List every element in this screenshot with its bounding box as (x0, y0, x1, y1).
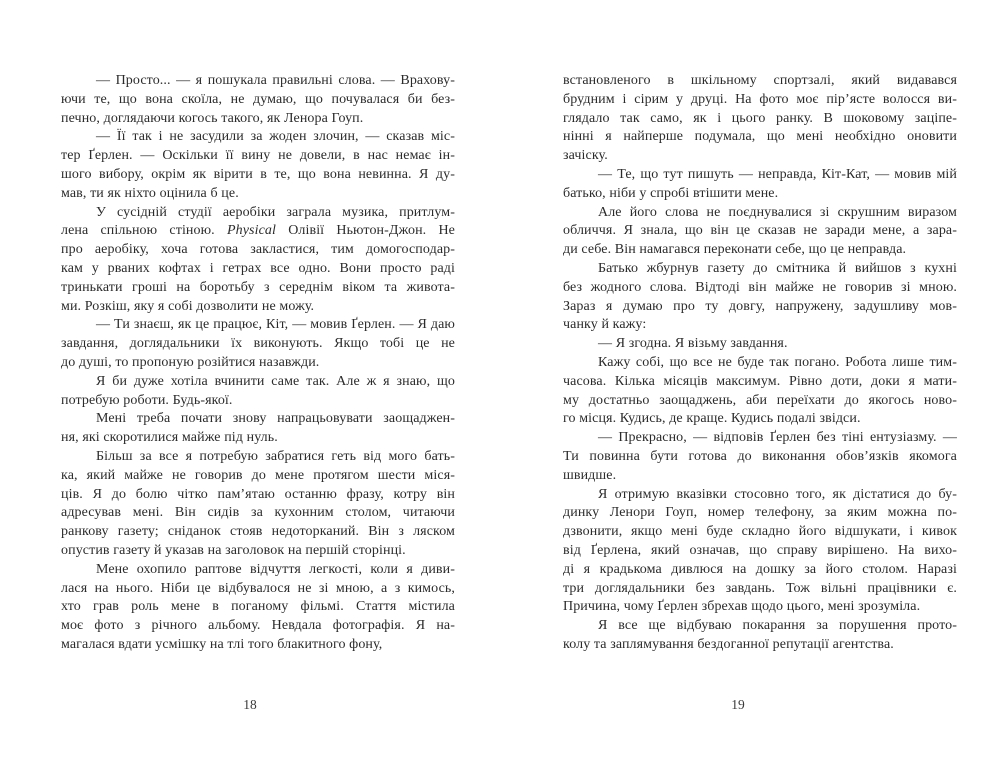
text-line: У сусідній студії аеробіки заграла музика, притлум- (96, 204, 455, 220)
text-line: — Її так і не засудили за жоден злочин, — сказав міс- (96, 129, 455, 145)
text-line: моє фото з річного альбому. Невдала фотографія. Я на- (61, 618, 455, 634)
text-line: му достатньо заощаджень, аби переїхати до якогось ново- (563, 392, 957, 408)
text-line: Але його слова не поєднувалися зі скрушним виразом (598, 204, 957, 220)
text-line: — Ти знаєш, як це працює, Кіт, — мовив Ґерлен. — Я даю (96, 317, 455, 333)
text-line: шого вибору, окрім як вірити в те, що вона невинна. Я ду- (61, 166, 455, 182)
text-line: лена спільною стіною. Physical Олівії Ньютон-Джон. Не (61, 223, 455, 239)
text-line: ранкову газету; сніданок стояв недоторканий. Він з ляском (61, 524, 455, 540)
page-number-right: 19 (731, 697, 745, 712)
text-line: колу та заплямування бездоганної репутації агентства. (563, 636, 894, 652)
text-line: — Я згодна. Я візьму завдання. (598, 336, 788, 352)
text-line: від Ґерлена, який означав, що справу вирішено. На вихо- (563, 542, 957, 558)
text-line: адресував мені. Він сидів за кухонним столом, читаючи (61, 505, 455, 521)
text-line: Батько жбурнув газету до смітника й вийшов з кухні (598, 260, 957, 276)
text-line: Мене охопило раптове відчуття легкості, коли я диви- (96, 561, 455, 577)
text-line: Зараз я думаю про ту довгу, напружену, задушливу мов- (563, 298, 957, 314)
page-left-text (61, 72, 455, 655)
text-line: без жодного слова. Відтоді він майже не говорив зі мною. (563, 279, 957, 295)
text-line: про аеробіку, хоча готова закластися, тим домогосподар- (61, 242, 455, 258)
text-line: ня, які скоротилися майже під нуль. (61, 430, 278, 446)
text-line: часова. Кілька місяців максимум. Рівно доти, доки я мати- (563, 373, 957, 389)
text-line: потребую роботи. Будь-якої. (61, 392, 233, 408)
text-line: дзвонити, якщо мені буде складно його відшукати, і кивок (563, 524, 957, 540)
text-line: Більш за все я потребую забратися геть від мого бать- (96, 448, 455, 464)
text-line: Я би дуже хотіла вчинити саме так. Але ж я знаю, що (96, 373, 455, 389)
text-line: опустив газету й указав на заголовок на першій сторінці. (61, 542, 406, 558)
text-line: Причина, чому Ґерлен збрехав щодо цього, мені зрозуміла. (563, 599, 921, 615)
page-number-left: 18 (243, 697, 257, 712)
text-line: обличчя. Я знала, що він це сказав не заради мене, а зара- (563, 223, 957, 239)
text-line: до душі, то пропоную розійтися назавжди. (61, 354, 320, 370)
text-line: — Те, що тут пишуть — неправда, Кіт-Кат, — мовив мій (598, 166, 957, 182)
text-line: Я все ще відбуваю покарання за порушення прото- (598, 618, 957, 634)
text-line: батько, ніби у спробі втішити мене. (563, 185, 779, 201)
text-line: чанку й кажу: (563, 317, 647, 333)
text-line: динку Ленори Гоуп, номер телефону, за яким можна по- (563, 505, 957, 521)
text-line: Ти повинна бути готова до виконання обов’язків якомога (563, 448, 957, 464)
text-line: нінні я найперше подумала, що мені необхідно оновити (563, 129, 957, 145)
text-line: брудним і сірим у друці. На фото моє пір’ясте волосся ви- (563, 91, 957, 107)
page-right-text (563, 72, 957, 655)
text-line: встановленого в шкільному спортзалі, який видавався (563, 73, 957, 88)
text-line: ка, який майже не говорив до мене протягом шести міся- (61, 467, 455, 483)
text-line: кам у рваних кофтах і гетрах все одно. Вони просто раді (61, 260, 455, 276)
italic-text: Physical (226, 223, 276, 239)
text-line: ючи те, що вона скоїла, не думаю, що почувалася би без- (61, 91, 455, 107)
text-line: печно, доглядаючи когось такого, як Ленора Гоуп. (61, 110, 364, 126)
text-line: хто грав роль мене в поганому фільмі. Стаття містила (61, 599, 455, 615)
text-line: швидше. (563, 467, 617, 483)
text-line: Мені треба почати знову напрацьовувати заощаджен- (96, 411, 455, 427)
text-line: лася на нього. Ніби це відбувалося не зі мною, а з кимось, (61, 580, 455, 596)
text-line: тер Ґерлен. — Оскільки її вину не довели, в нас немає ін- (61, 148, 455, 164)
text-line: ців. Я до болю чітко пам’ятаю останню фразу, котру він (61, 486, 455, 502)
text-line: — Прекрасно, — відповів Ґерлен без тіні ентузіазму. — (598, 430, 957, 446)
text-line: глядало так само, як і цього ранку. В шоковому заціпе- (563, 110, 957, 126)
text-line: Я отримую вказівки стосовно того, як дістатися до бу- (598, 486, 957, 502)
text-line: ди себе. Він намагався переконати себе, що це неправда. (563, 242, 907, 258)
text-line: мав, ти як ніхто оцінила б це. (61, 185, 239, 201)
text-line: — Просто... — я пошукала правильні слова. — Врахову- (96, 73, 455, 88)
text-line: го місця. Кудись, де краще. Кудись подалі звідси. (563, 411, 861, 427)
text-line: ді я крадькома дивлюся на дошку за його столом. Наразі (563, 561, 957, 577)
text-line: зачіску. (563, 148, 608, 164)
text-line: ми. Розкіш, яку я собі дозволити не можу. (61, 298, 315, 314)
text-line: тринькати гроші на боротьбу з середнім віком та живота- (61, 279, 455, 295)
text-line: три доглядальники без завдань. Тож вільні працівники є. (563, 580, 957, 596)
text-line: Кажу собі, що все не буде так погано. Робота лише тим- (598, 354, 957, 370)
text-line: магалася вдати усмішку на тлі того блакитного фону, (61, 636, 383, 652)
text-line: завдання, доглядальники їх виконують. Якщо тобі це не (61, 336, 455, 352)
